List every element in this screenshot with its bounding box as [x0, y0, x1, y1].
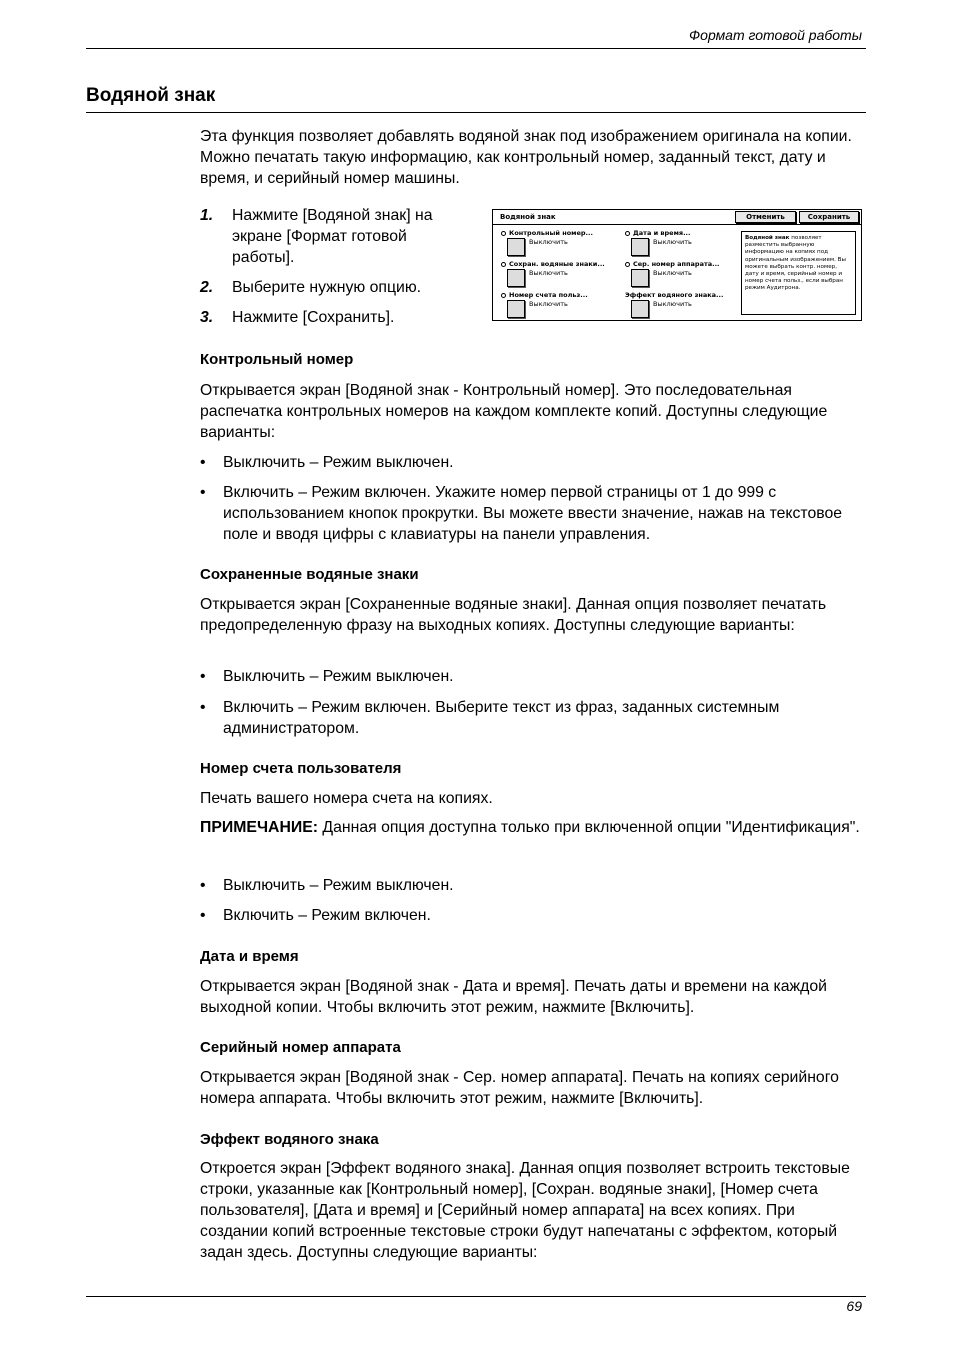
option-label: Сохран. водяные знаки... [509, 260, 605, 268]
steps-list [200, 205, 470, 337]
subheading-user-account: Номер счета пользователя [200, 760, 402, 777]
radio-icon [501, 293, 506, 298]
radio-icon [625, 231, 630, 236]
page-number: 69 [846, 1298, 862, 1314]
user-account-text: Печать вашего номера счета на копиях. [200, 790, 493, 807]
option-value: Выключить [529, 238, 568, 246]
option-button[interactable] [631, 300, 649, 318]
radio-icon [501, 231, 506, 236]
control-number-text: Открывается экран [Водяной знак - Контрольный номер]. Это последовательная распечатка контрольных номеров на каждом комплекте копий. Доступны следующие варианты: [200, 382, 828, 441]
step-item [200, 205, 470, 268]
option-label: Сер. номер аппарата... [633, 260, 720, 268]
subheading-serial-number: Серийный номер аппарата [200, 1039, 401, 1056]
option-button[interactable] [507, 300, 525, 318]
info-box [741, 231, 856, 315]
list-item: • Включить – Режим включен. Выберите текст из фраз, заданных системным администратором. [200, 699, 780, 737]
option-value: Выключить [653, 269, 692, 277]
step-item [200, 307, 470, 328]
list-item: • Выключить – Режим выключен. [200, 877, 454, 894]
bullet-icon: • [200, 699, 206, 716]
bullet-icon: • [200, 877, 206, 894]
step-text: Нажмите [Водяной знак] на экране [Формат готовой работы]. [232, 207, 433, 266]
running-header: Формат готовой работы [689, 27, 862, 43]
intro-paragraph: Эта функция позволяет добавлять водяной знак под изображением оригинала на копии. Можно печатать такую информацию, как контрольный номер, заданный текст, дату и время, и серийный номер машины. [200, 128, 852, 187]
note-paragraph [200, 817, 866, 838]
serial-number-text: Открывается экран [Водяной знак - Сер. номер аппарата]. Печать на копиях серийного номера аппарата. Чтобы включить этот режим, нажмите [Включить]. [200, 1069, 839, 1107]
list-item: • Выключить – Режим выключен. [200, 454, 454, 471]
step-text: Выберите нужную опцию. [232, 279, 422, 296]
save-button[interactable]: Сохранить [799, 211, 859, 223]
option-stored-watermarks[interactable] [499, 260, 619, 290]
ui-titlebar [493, 210, 861, 225]
option-control-number[interactable] [499, 229, 619, 259]
cancel-button[interactable]: Отменить [735, 211, 796, 223]
subheading-watermark-effect: Эффект водяного знака [200, 1131, 379, 1148]
bullet-icon: • [200, 668, 206, 685]
step-number: 3. [200, 309, 214, 326]
option-serial-number[interactable] [623, 260, 743, 290]
bullet-icon: • [200, 454, 206, 471]
option-value: Выключить [653, 238, 692, 246]
option-label: Эффект водяного знака... [625, 291, 724, 299]
subheading-control-number: Контрольный номер [200, 351, 354, 368]
option-button[interactable] [631, 269, 649, 287]
option-value: Выключить [653, 300, 692, 308]
info-text: позволяет разместить выбранную информацию на копиях под оригинальным изображением. Вы можете выбрать контр. номер, дату и время, серийный номер и номер счета польз., если выбран режим Аудитрона. [745, 235, 846, 292]
subheading-stored-watermarks: Сохраненные водяные знаки [200, 566, 419, 583]
option-watermark-effect[interactable] [623, 291, 743, 321]
option-label: Контрольный номер... [509, 229, 593, 237]
subheading-date-time: Дата и время [200, 948, 299, 965]
option-date-time[interactable] [623, 229, 743, 259]
list-item: • Включить – Режим включен. Укажите номер первой страницы от 1 до 999 с использованием кнопок прокрутки. Вы можете ввести значение, нажав на текстовое поле и вводя цифры с клавиатуры на панели управления. [200, 484, 843, 543]
watermark-screen-screenshot [492, 209, 862, 321]
bullet-icon: • [200, 907, 206, 924]
option-button[interactable] [507, 238, 525, 256]
ui-title: Водяной знак [500, 213, 556, 221]
option-value: Выключить [529, 269, 568, 277]
info-title: Водяной знак [745, 235, 790, 241]
footer-rule [86, 1296, 866, 1297]
radio-icon [625, 262, 630, 267]
watermark-effect-text: Откроется экран [Эффект водяного знака]. Данная опция позволяет встроить текстовые строки, указанные как [Контрольный номер], [Сохран. водяные знаки], [Номер счета пользователя], [Дата и время] и [Серийный номер аппарата] на всех копиях. При создании копий встроенные текстовые строки будут напечатаны с эффектом, который задан здесь. Доступны следующие варианты: [200, 1160, 850, 1261]
note-label: ПРИМЕЧАНИЕ: [200, 819, 319, 836]
option-label: Дата и время... [633, 229, 691, 237]
bullet-icon: • [200, 484, 206, 501]
title-rule [86, 112, 866, 113]
list-item: • Включить – Режим включен. [200, 907, 431, 924]
option-button[interactable] [631, 238, 649, 256]
option-label: Номер счета польз... [509, 291, 588, 299]
step-number: 1. [200, 207, 214, 224]
step-text: Нажмите [Сохранить]. [232, 309, 395, 326]
section-title: Водяной знак [86, 85, 216, 106]
step-number: 2. [200, 279, 214, 296]
stored-watermarks-text: Открывается экран [Сохраненные водяные знаки]. Данная опция позволяет печатать предопределенную фразу на выходных копиях. Доступны следующие варианты: [200, 596, 827, 634]
step-item [200, 277, 470, 298]
list-item: • Выключить – Режим выключен. [200, 668, 454, 685]
option-user-account[interactable] [499, 291, 619, 321]
option-value: Выключить [529, 300, 568, 308]
header-rule [86, 48, 866, 49]
note-text: Данная опция доступна только при включенной опции "Идентификация". [318, 819, 860, 836]
date-time-text: Открывается экран [Водяной знак - Дата и время]. Печать даты и времени на каждой выходной копии. Чтобы включить этот режим, нажмите [Включить]. [200, 978, 827, 1016]
radio-icon [501, 262, 506, 267]
option-button[interactable] [507, 269, 525, 287]
